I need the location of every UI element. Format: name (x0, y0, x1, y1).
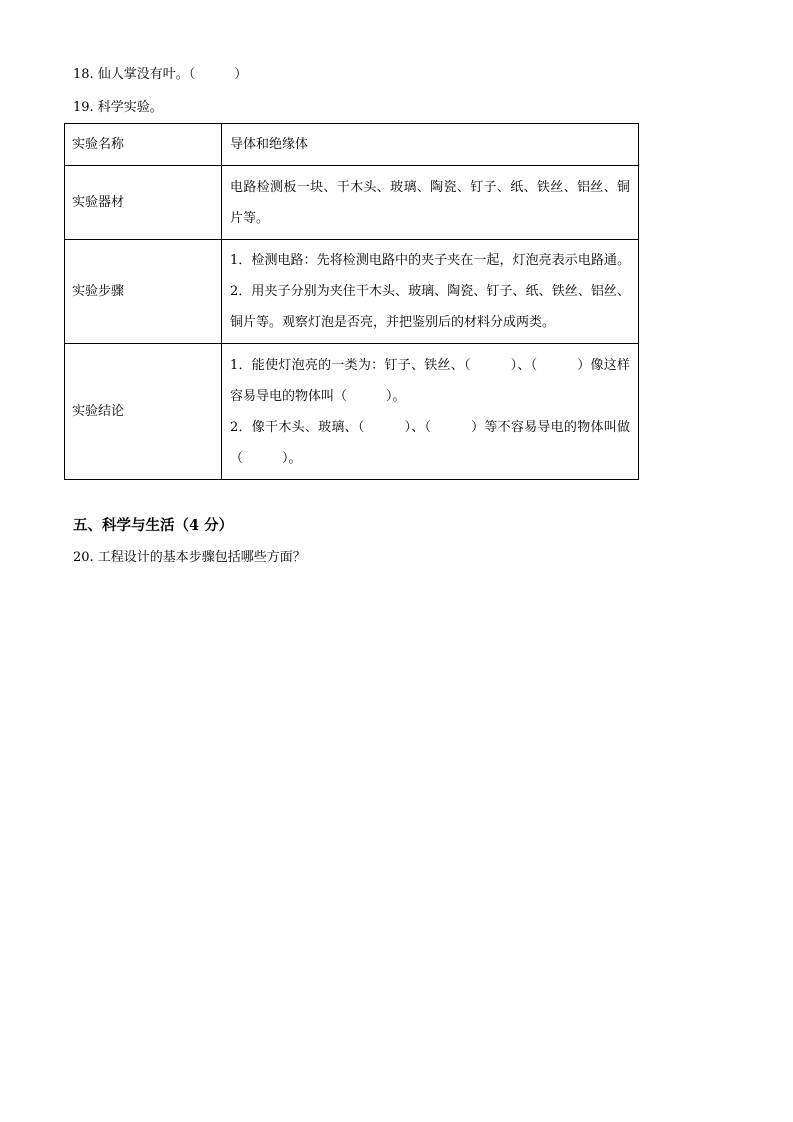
cell-paragraph: 2．像干木头、玻璃、（ ）、（ ）等不容易导电的物体叫做（ ）。 (230, 419, 630, 466)
question-19: 19. 科学实验。 (73, 100, 163, 115)
row-content-conclusion (222, 344, 639, 480)
row-content-equipment (222, 166, 639, 240)
table-row (65, 344, 639, 480)
question-20: 20. 工程设计的基本步骤包括哪些方面？ (73, 550, 306, 565)
experiment-table (64, 123, 639, 480)
cell-paragraph: 导体和绝缘体 (230, 137, 309, 152)
table-row (65, 166, 639, 240)
row-label-steps: 实验步骤 (65, 240, 222, 344)
cell-paragraph: 电路检测板一块、干木头、玻璃、陶瓷、钉子、纸、铁丝、铝丝、铜片等。 (230, 179, 630, 226)
question-18: 18. 仙人掌没有叶。（ ） (73, 67, 248, 82)
table-row (65, 124, 639, 166)
row-content-name (222, 124, 639, 166)
row-label-equipment: 实验器材 (65, 166, 222, 240)
cell-paragraph: 1．检测电路：先将检测电路中的夹子夹在一起，灯泡亮表示电路通。2．用夹子分别为夹住干木头、玻璃、陶瓷、钉子、纸、铁丝、铝丝、铜片等。观察灯泡是否亮，并把鉴别后的材料分成两类。 (230, 253, 630, 330)
row-label-name: 实验名称 (65, 124, 222, 166)
table-row (65, 240, 639, 344)
row-content-steps (222, 240, 639, 344)
section-heading: 五、科学与生活（4 分） (73, 517, 234, 534)
row-label-conclusion: 实验结论 (65, 344, 222, 480)
cell-paragraph: 1．能使灯泡亮的一类为：钉子、铁丝、（ ）、（ ）像这样容易导电的物体叫（ ）。 (230, 357, 630, 404)
